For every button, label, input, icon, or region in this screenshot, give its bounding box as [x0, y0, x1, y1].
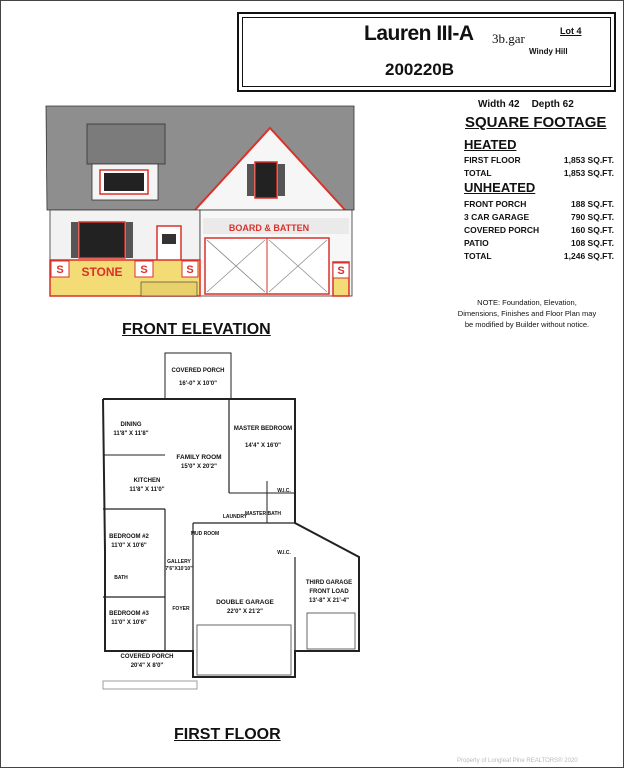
heated-title: HEATED — [464, 137, 517, 152]
lot-number: Lot 4 — [560, 26, 582, 36]
sqft-row-value: 108 SQ.FT. — [571, 238, 614, 248]
porch-window — [79, 222, 125, 258]
family-room-size: 15'0" X 20'2" — [181, 464, 217, 470]
gable-window — [255, 162, 277, 198]
sqft-row-label: TOTAL — [464, 251, 492, 261]
sqft-row-label: PATIO — [464, 238, 489, 248]
dining-name: DINING — [120, 422, 142, 428]
bedroom2-size: 11'0" X 10'6" — [111, 543, 147, 549]
rear-porch-size: 16'-0" X 10'0" — [179, 381, 217, 387]
sqft-row — [464, 251, 614, 261]
rear-porch-name: COVERED PORCH — [171, 368, 225, 374]
width-value: Width 42 — [478, 99, 520, 110]
mud-room-name: MUD ROOM — [190, 531, 220, 537]
wic-name: W.I.C. — [277, 488, 291, 494]
plan-variant: 3b.gar — [492, 31, 525, 46]
third-garage-door — [307, 613, 355, 649]
wic-name: W.I.C. — [277, 550, 291, 556]
rear-porch-outline — [165, 353, 231, 399]
third-garage-name: THIRD GARAGE — [305, 580, 353, 586]
sqft-row-label: COVERED PORCH — [464, 225, 540, 235]
sqft-row-value: 1,853 SQ.FT. — [563, 155, 614, 165]
gallery-size: 7'6"X10'10" — [165, 566, 193, 572]
bedroom3-size: 11'0" X 10'6" — [111, 620, 147, 626]
dormer-roof — [87, 124, 165, 164]
sqft-row-label: TOTAL — [464, 168, 492, 178]
sqft-row-value: 790 SQ.FT. — [571, 212, 614, 222]
front-porch-size: 20'4" X 8'0" — [130, 663, 164, 669]
sqft-row — [464, 212, 614, 222]
first-floor-plan — [95, 351, 375, 693]
title-block — [237, 12, 616, 92]
square-footage-title: SQUARE FOOTAGE — [465, 114, 607, 131]
sqft-row-value: 188 SQ.FT. — [571, 199, 614, 209]
kitchen-size: 11'8" X 11'0" — [129, 487, 165, 493]
community-name: Windy Hill — [529, 47, 568, 56]
double-garage-door — [197, 625, 291, 675]
master-bath-name: MASTER BATH — [244, 511, 282, 517]
front-steps — [141, 282, 197, 296]
front-porch-slab — [103, 681, 197, 689]
front-elevation-drawing — [45, 104, 357, 300]
front-elevation-title: FRONT ELEVATION — [122, 321, 271, 338]
double-garage-name: DOUBLE GARAGE — [216, 599, 274, 606]
depth-value: Depth 62 — [531, 99, 574, 110]
dining-size: 11'8" X 11'8" — [113, 431, 149, 437]
gable-shutter-right — [278, 164, 285, 196]
sqft-row-label: FRONT PORCH — [464, 199, 527, 209]
dimensions — [478, 99, 574, 110]
stone-marker: S — [56, 264, 64, 276]
gable-shutter-left — [247, 164, 254, 196]
sqft-row-label: FIRST FLOOR — [464, 155, 521, 165]
foyer-name: FOYER — [172, 606, 190, 612]
third-garage-name2: FRONT LOAD — [309, 589, 349, 595]
stone-marker: S — [337, 265, 345, 277]
third-garage-size: 13'-8" X 21'-4" — [309, 598, 349, 604]
stone-marker: S — [140, 264, 148, 276]
sqft-row-value: 1,853 SQ.FT. — [563, 168, 614, 178]
stone-label: STONE — [81, 265, 123, 279]
master-bedroom-name: MASTER BEDROOM — [233, 426, 293, 432]
disclaimer-note: NOTE: Foundation, Elevation, Dimensions, Finishes and Floor Plan may be modified by Builder without notice. — [457, 298, 597, 329]
sqft-row — [464, 199, 614, 209]
plan-name: Lauren III-A — [364, 22, 474, 45]
gallery-name: GALLERY — [167, 559, 191, 565]
bath-name: BATH — [114, 575, 128, 581]
board-batten-label: BOARD & BATTEN — [228, 223, 310, 233]
bedroom2-name: BEDROOM #2 — [109, 534, 149, 540]
sqft-row — [464, 168, 614, 178]
unheated-title: UNHEATED — [464, 180, 536, 195]
family-room-name: FAMILY ROOM — [176, 454, 222, 461]
porch-shutter-left — [71, 222, 78, 258]
stone-marker: S — [186, 264, 194, 276]
laundry-name: LAUNDRY — [222, 514, 248, 520]
door-glass — [162, 234, 176, 244]
porch-shutter-right — [126, 222, 133, 258]
sqft-row-value: 160 SQ.FT. — [571, 225, 614, 235]
sqft-row — [464, 155, 614, 165]
plan-code: 200220B — [385, 60, 455, 79]
copyright-watermark: Property of Longleaf Pine REALTORS® 2020 — [457, 758, 578, 764]
front-porch-name: COVERED PORCH — [120, 654, 174, 660]
double-garage-size: 22'0" X 21'2" — [227, 609, 263, 615]
master-bedroom-size: 14'4" X 16'0" — [245, 443, 281, 449]
dormer-window — [104, 173, 144, 191]
first-floor-title: FIRST FLOOR — [174, 726, 281, 743]
sqft-row — [464, 225, 614, 235]
sqft-row-value: 1,246 SQ.FT. — [563, 251, 614, 261]
sqft-row — [464, 238, 614, 248]
bedroom3-name: BEDROOM #3 — [109, 611, 149, 617]
sqft-row-label: 3 CAR GARAGE — [464, 212, 530, 222]
kitchen-name: KITCHEN — [133, 478, 161, 484]
